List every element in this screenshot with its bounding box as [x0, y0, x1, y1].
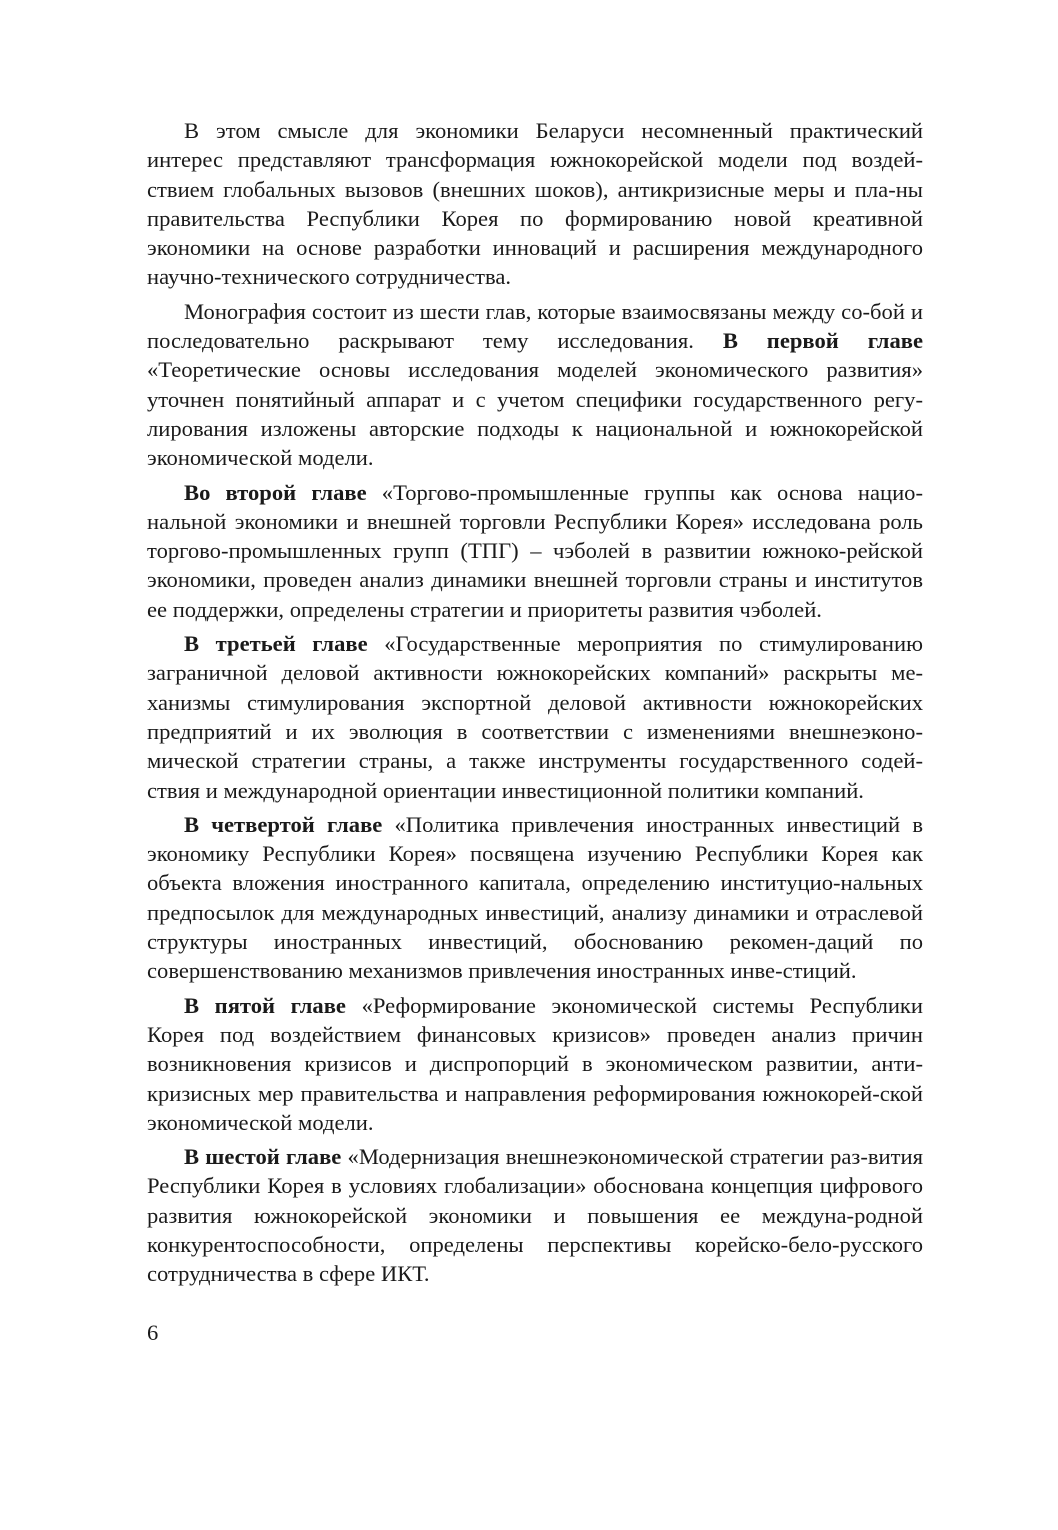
- chapter-lead: В первой главе: [722, 328, 924, 354]
- paragraph-text: «Теоретические основы исследования моделей экономического развития» уточнен понятийный аппарат и с учетом специфики государственного регу-лирования изложены авторские подходы к национальной и южнокорейской экономической модели.: [147, 357, 923, 471]
- page-number: 6: [147, 1320, 159, 1345]
- paragraph-text: В этом смысле для экономики Беларуси несомненный практический интерес представляют трансформация южнокорейской модели под воздей-ствием глобальных вызовов (внешних шоков), антикризисные меры и пла-ны правительства Республики Корея по формированию новой креативной экономики на основе разработки инноваций и расширения международного научно-технического сотрудничества.: [147, 118, 923, 290]
- paragraph-text: «Реформирование экономической системы Республики Корея под воздействием финансовых кризисов» проведен анализ причин возникновения кризисов и диспропорций в экономическом развитии, анти-кризисных мер правительства и направления реформирования южнокорей-ской экономической модели.: [147, 992, 923, 1135]
- paragraph-chapter-4: [147, 810, 923, 986]
- paragraph-text: «Государственные мероприятия по стимулированию заграничной деловой активности южнокорейских компаний» раскрыты ме-ханизмы стимулирования экспортной деловой активности южнокорейских предприятий и их эволюция в соответствии с изменениями внешнеэконо-мической стратегии страны, а также инструменты государственного содей-ствия и международной ориентации инвестиционной политики компаний.: [147, 631, 923, 803]
- paragraph-text: Монография состоит из шести глав, которые взаимосвязаны между со-бой и последовательно раскрывают тему исследования.: [147, 298, 923, 354]
- paragraph-chapter-2: [147, 478, 923, 624]
- paragraph-text: «Торгово-промышленные группы как основа нацио-нальной экономики и внешней торговли Республики Корея» исследована роль торгово-промышленных групп (ТПГ) – чэболей в развитии южноко-рейской экономики, проведен анализ динамики внешней торговли страны и институтов ее поддержки, определены стратегии и приоритеты развития чэболей.: [147, 479, 923, 622]
- paragraph-text: «Модернизация внешнеэкономической стратегии раз-вития Республики Корея в условиях глобализации» обоснована концепция цифрового развития южнокорейской экономики и повышения ее междуна-родной конкурентоспособности, определены перспективы корейско-бело-русского сотрудничества в сфере ИКТ.: [147, 1144, 923, 1287]
- paragraph-text: «Политика привлечения иностранных инвестиций в экономику Республики Корея» посвящена изучению Республики Корея как объекта вложения иностранного капитала, определению институцио-нальных предпосылок для международных инвестиций, анализу динамики и отраслевой структуры иностранных инвестиций, обоснованию рекомен-даций по совершенствованию механизмов привлечения иностранных инве-стиций.: [147, 811, 923, 984]
- paragraph-chapter-3: [147, 629, 923, 805]
- chapter-lead: В пятой главе: [184, 992, 346, 1018]
- paragraph-intro: [147, 116, 923, 292]
- chapter-lead: В шестой главе: [184, 1144, 342, 1170]
- chapter-lead: Во второй главе: [184, 479, 367, 505]
- chapter-lead: В третьей главе: [184, 631, 368, 657]
- paragraph-chapter-5: [147, 991, 923, 1137]
- chapter-lead: В четвертой главе: [184, 811, 383, 837]
- paragraph-chapter-6: [147, 1142, 923, 1288]
- paragraph-monograph-structure: [147, 297, 923, 473]
- page-body: [147, 116, 923, 1294]
